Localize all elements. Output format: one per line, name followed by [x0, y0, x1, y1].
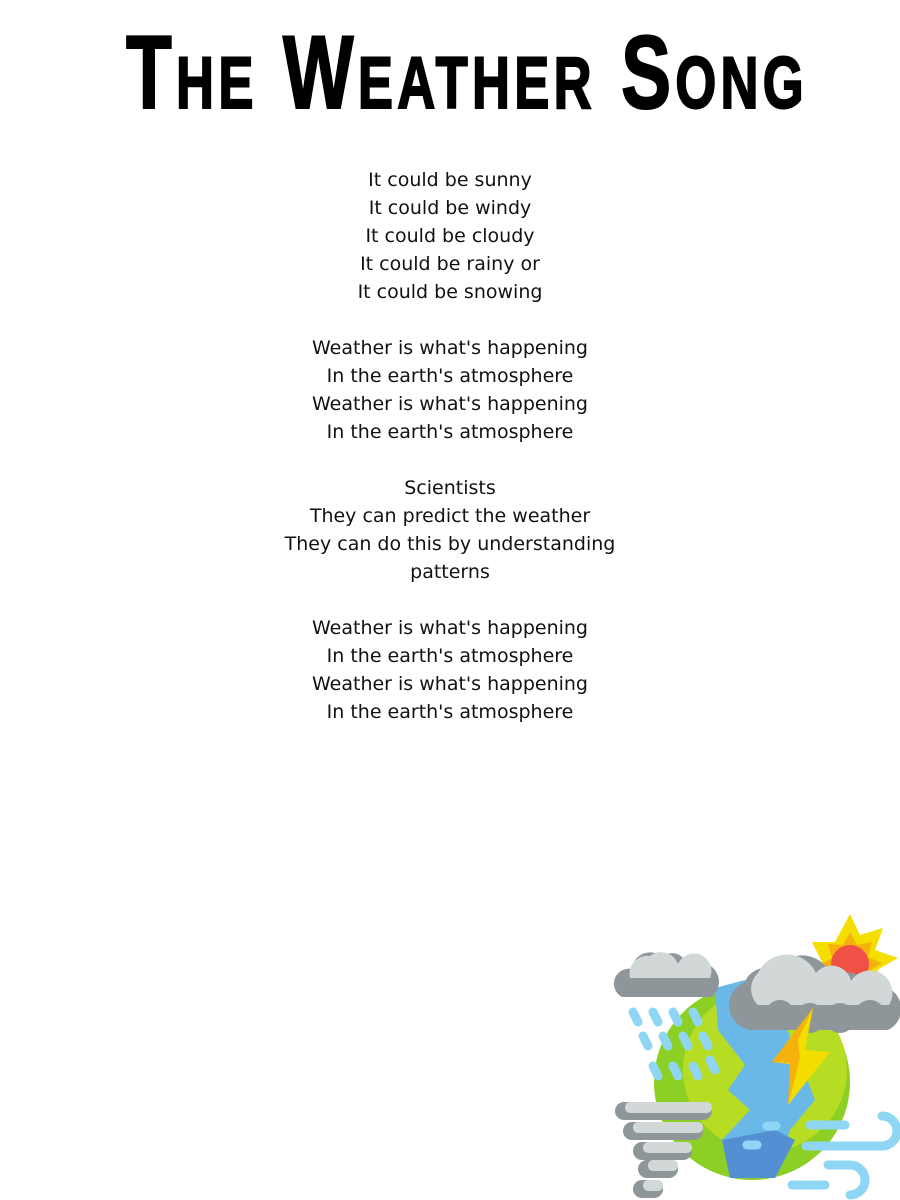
- stanza-1: [0, 166, 900, 306]
- lyric-line: It could be cloudy: [365, 225, 535, 247]
- lyric-line: In the earth's atmosphere: [326, 421, 574, 443]
- lyric-line: Scientists: [404, 477, 496, 499]
- lyric-line: It could be snowing: [357, 281, 543, 303]
- lyric-line: It could be sunny: [368, 169, 532, 191]
- lyric-line: Weather is what's happening: [311, 617, 588, 639]
- stanza-3: [0, 474, 900, 586]
- page-title: The Weather Song: [126, 15, 809, 131]
- lyric-line: Weather is what's happening: [311, 337, 588, 359]
- stanza-2: [0, 334, 900, 446]
- stanza-4: [0, 614, 900, 726]
- lyric-line: In the earth's atmosphere: [326, 701, 574, 723]
- lyric-line: Weather is what's happening: [311, 393, 588, 415]
- lyric-line: It could be windy: [368, 197, 532, 219]
- lyric-line: In the earth's atmosphere: [326, 645, 574, 667]
- rain-cloud-icon: [614, 952, 719, 997]
- song-lyrics: [0, 166, 900, 754]
- lyric-line: It could be rainy or: [360, 253, 540, 275]
- lyric-line: patterns: [410, 561, 490, 583]
- lyric-line: Weather is what's happening: [311, 673, 588, 695]
- weather-earth-illustration: [600, 900, 900, 1200]
- lyric-line: They can do this by understanding: [284, 533, 616, 555]
- lyric-line: In the earth's atmosphere: [326, 365, 574, 387]
- lyric-line: They can predict the weather: [309, 505, 591, 527]
